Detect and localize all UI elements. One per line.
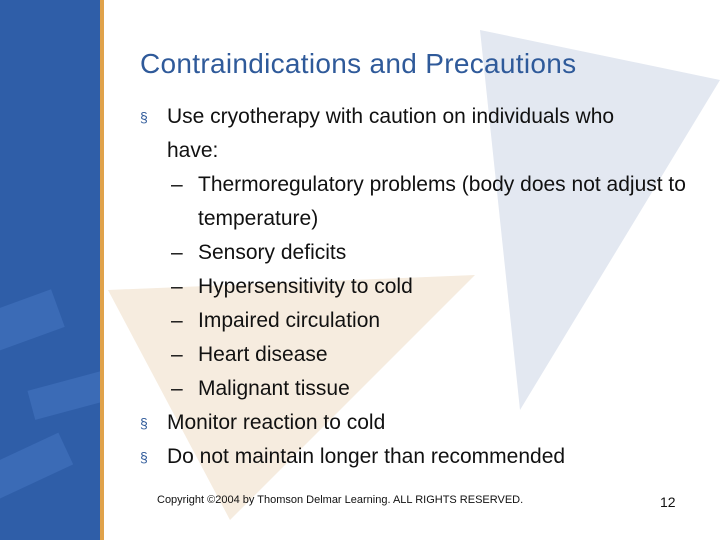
sub-item-text: Sensory deficits <box>198 241 347 264</box>
bullet-marker: § <box>140 415 148 431</box>
slide-title: Contraindications and Precautions <box>140 48 577 79</box>
dash-marker: – <box>171 275 183 298</box>
sub-item <box>140 168 700 236</box>
sub-item-text-continued: adjust to temperature) <box>198 173 686 230</box>
sub-item <box>140 304 700 338</box>
bullet-text-continued: have: <box>167 139 219 162</box>
bullet-list <box>140 100 700 474</box>
bullet-text: Do not maintain longer than recommended <box>167 445 566 468</box>
bullet-marker: § <box>140 109 148 125</box>
bullet-item <box>140 406 700 440</box>
bullet-item <box>140 100 700 168</box>
sub-item <box>140 270 700 304</box>
copyright-footer: Copyright ©2004 by Thomson Delmar Learning. ALL RIGHTS RESERVED. <box>157 494 524 506</box>
sub-item-text: Malignant tissue <box>198 377 350 400</box>
sub-item <box>140 372 700 406</box>
dash-marker: – <box>171 173 183 196</box>
dash-marker: – <box>171 343 183 366</box>
sub-item <box>140 338 700 372</box>
bullet-text: Use cryotherapy with caution on individuals who <box>167 105 615 128</box>
sub-item-text: Heart disease <box>198 343 328 366</box>
dash-marker: – <box>171 241 183 264</box>
sub-item <box>140 236 700 270</box>
bullet-text: Monitor reaction to cold <box>167 411 386 434</box>
page-number: 12 <box>660 494 676 510</box>
dash-marker: – <box>171 309 183 332</box>
sub-item-text: Hypersensitivity to cold <box>198 275 413 298</box>
sub-item-text: Thermoregulatory problems (body does not <box>198 173 601 196</box>
bullet-item <box>140 440 700 474</box>
bullet-marker: § <box>140 449 148 465</box>
sub-item-text: Impaired circulation <box>198 309 381 332</box>
dash-marker: – <box>171 377 183 400</box>
